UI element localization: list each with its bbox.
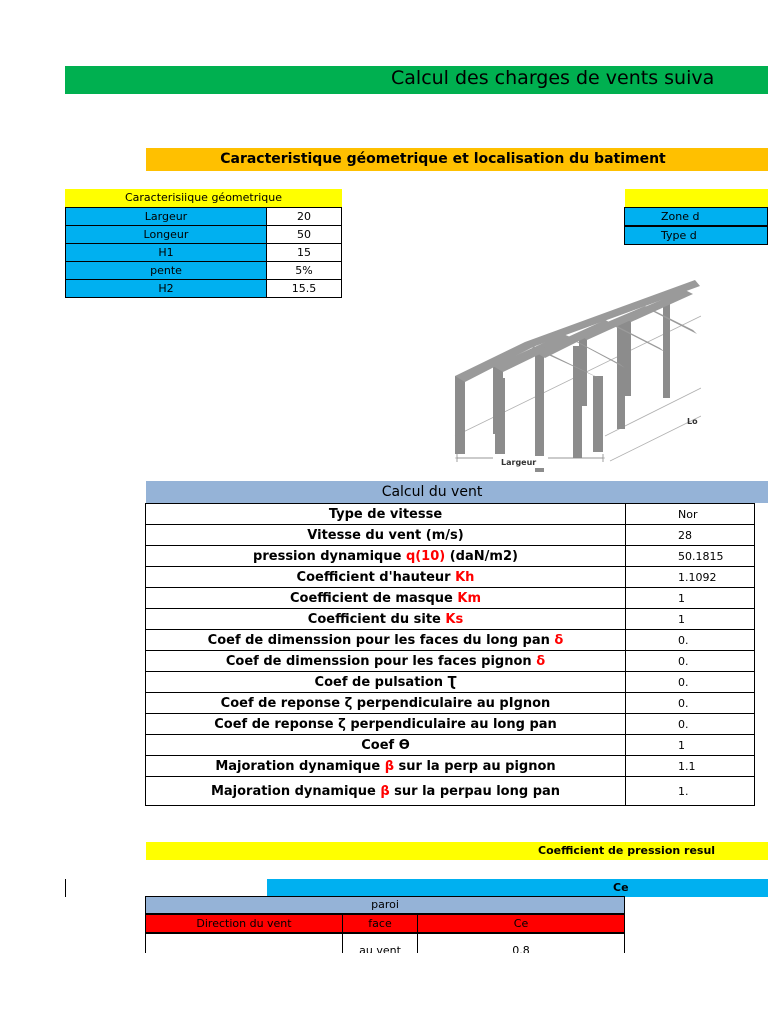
- wind-parameter-value[interactable]: 1: [626, 588, 755, 609]
- frame-columns: [455, 298, 670, 472]
- wind-parameter-value[interactable]: 0.: [626, 714, 755, 735]
- parameter-text: Coef de pulsation Ʈ: [314, 674, 457, 690]
- table-row: [66, 262, 342, 280]
- table-row: [146, 504, 755, 525]
- wind-parameter-value[interactable]: 0.: [626, 672, 755, 693]
- parameter-text: pression dynamique: [253, 548, 406, 564]
- section-wind-title: Calcul du vent: [146, 481, 768, 503]
- type-label: Type d: [624, 226, 768, 245]
- table-row: [146, 651, 755, 672]
- table-row: [146, 567, 755, 588]
- wind-parameter-value[interactable]: 0.: [626, 693, 755, 714]
- parameter-text: Coefficient du site: [307, 611, 446, 627]
- geo-value[interactable]: 15.5: [267, 280, 342, 298]
- ce-cell[interactable]: 0.8: [417, 933, 625, 953]
- page-title-bar: [65, 66, 768, 94]
- page-title: Calcul des charges de vents suiva: [391, 67, 715, 89]
- section-geometry-title: Caracteristique géometrique et localisation du batiment: [146, 148, 768, 171]
- geometry-table-header: Caracterisiique géometrique: [65, 189, 342, 207]
- parameter-text: Coef ϴ: [361, 737, 410, 753]
- geo-label: H1: [66, 244, 267, 262]
- direction-cell[interactable]: [145, 933, 343, 953]
- wind-parameter-value[interactable]: 1.1: [626, 756, 755, 777]
- table-row: [66, 244, 342, 262]
- parameter-symbol: β: [380, 783, 390, 799]
- parameter-symbol: Kh: [455, 569, 475, 585]
- longeur-label: Lo: [687, 417, 698, 426]
- parameter-symbol: δ: [536, 653, 546, 669]
- parameter-text: Majoration dynamique: [215, 758, 385, 774]
- wind-parameter-label: [146, 546, 626, 567]
- building-frame-diagram: [445, 276, 701, 472]
- parameter-symbol: β: [384, 758, 395, 774]
- parameter-text: Majoration dynamique: [210, 783, 381, 799]
- parameter-text: Coef de reponse ζ perpendiculaire au long pan: [214, 716, 557, 732]
- parameter-text: Type de vitesse: [328, 506, 443, 522]
- geometry-table: [65, 207, 342, 298]
- table-row: [146, 525, 755, 546]
- parameter-text: Coef de reponse ζ perpendiculaire au pIgnon: [220, 695, 551, 711]
- wind-parameter-label: [146, 693, 626, 714]
- parameter-symbol: Km: [457, 590, 481, 606]
- parameter-text: Coef de dimenssion pour les faces pignon: [225, 653, 537, 669]
- parameter-text: Coefficient d'hauteur: [296, 569, 456, 585]
- zone-table-header: [625, 189, 768, 207]
- column-header-ce: Ce: [417, 914, 625, 933]
- geo-label: Largeur: [66, 208, 267, 226]
- table-row: [146, 609, 755, 630]
- wind-table: [145, 503, 755, 806]
- wind-parameter-value[interactable]: 28: [626, 525, 755, 546]
- table-row: [146, 714, 755, 735]
- steel-frame-illustration: [445, 276, 701, 472]
- zone-label: Zone d: [624, 207, 768, 226]
- wind-parameter-value[interactable]: 1.: [626, 777, 755, 806]
- wind-parameter-value[interactable]: 0.: [626, 651, 755, 672]
- wind-parameter-label: [146, 777, 626, 806]
- wind-parameter-value[interactable]: 1: [626, 735, 755, 756]
- table-row: [146, 672, 755, 693]
- wind-parameter-value[interactable]: 50.1815: [626, 546, 755, 567]
- face-cell[interactable]: au vent: [342, 933, 418, 953]
- wind-parameter-label: [146, 504, 626, 525]
- geo-value[interactable]: 50: [267, 226, 342, 244]
- table-row: [66, 280, 342, 298]
- cell-cursor: [65, 879, 66, 897]
- parameter-text: Coefficient de masque: [290, 590, 458, 606]
- ce-header-bar: Ce: [267, 879, 768, 897]
- parameter-text: sur la perp au pignon: [394, 758, 556, 774]
- table-row: [146, 630, 755, 651]
- wind-parameter-value[interactable]: Nor: [626, 504, 755, 525]
- parameter-text: Coef de dimenssion pour les faces du long pan: [207, 632, 555, 648]
- geo-label: Longeur: [66, 226, 267, 244]
- wind-parameter-value[interactable]: 0.: [626, 630, 755, 651]
- wind-parameter-label: [146, 588, 626, 609]
- wind-parameter-label: [146, 567, 626, 588]
- wind-parameter-value[interactable]: 1: [626, 609, 755, 630]
- pressure-coefficient-bar: Coefficient de pression resul: [146, 842, 768, 860]
- parameter-text: (daN/m2): [445, 548, 518, 564]
- geo-value[interactable]: 15: [267, 244, 342, 262]
- wind-parameter-label: [146, 609, 626, 630]
- wind-parameter-label: [146, 756, 626, 777]
- table-row: [146, 756, 755, 777]
- geo-value[interactable]: 5%: [267, 262, 342, 280]
- column-header-direction: Direction du vent: [145, 914, 343, 933]
- table-row: [146, 693, 755, 714]
- largeur-label: Largeur: [501, 458, 537, 467]
- table-row: [146, 588, 755, 609]
- parameter-text: Vitesse du vent (m/s): [307, 527, 464, 543]
- parameter-symbol: Ks: [445, 611, 464, 627]
- table-row: [66, 226, 342, 244]
- parameter-symbol: q(10): [405, 548, 446, 564]
- wind-parameter-label: [146, 672, 626, 693]
- column-header-face: face: [342, 914, 418, 933]
- table-row: [146, 735, 755, 756]
- parameter-symbol: δ: [554, 632, 564, 648]
- parameter-text: sur la perpau long pan: [389, 783, 561, 799]
- paroi-header: paroi: [145, 896, 625, 914]
- wind-parameter-value[interactable]: 1.1092: [626, 567, 755, 588]
- geo-label: pente: [66, 262, 267, 280]
- wind-parameter-label: [146, 525, 626, 546]
- wind-parameter-label: [146, 714, 626, 735]
- wind-parameter-label: [146, 651, 626, 672]
- wind-parameter-label: [146, 735, 626, 756]
- table-row: [146, 777, 755, 806]
- table-row: [146, 546, 755, 567]
- geo-value[interactable]: 20: [267, 208, 342, 226]
- table-row: [66, 208, 342, 226]
- wind-parameter-label: [146, 630, 626, 651]
- geo-label: H2: [66, 280, 267, 298]
